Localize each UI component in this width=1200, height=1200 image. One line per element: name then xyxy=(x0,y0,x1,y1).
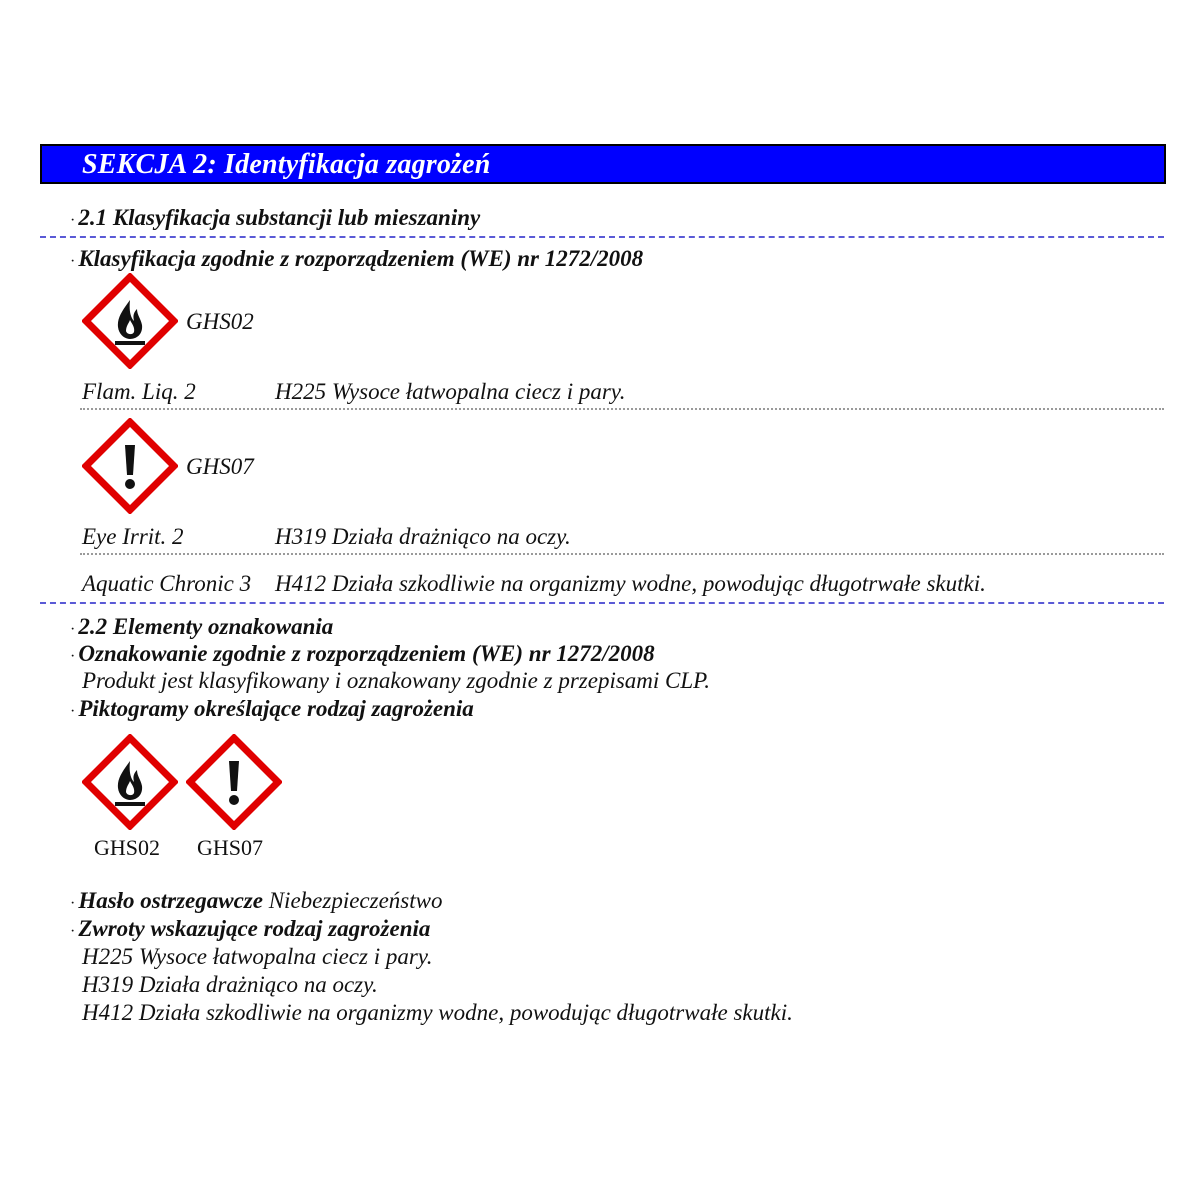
hazard-statement: H412 Działa szkodliwie na organizmy wodne, powodując długotrwałe skutki. xyxy=(275,571,986,596)
hazard-class: Aquatic Chronic 3 xyxy=(82,571,252,596)
dashed-divider xyxy=(40,236,1164,238)
hazard-class: Eye Irrit. 2 xyxy=(82,524,184,549)
pictogram-caption: GHS02 xyxy=(94,835,161,860)
signal-word: Niebezpieczeństwo xyxy=(268,888,443,913)
dotted-divider xyxy=(80,553,1164,555)
signal-word-label: Hasło ostrzegawcze xyxy=(78,888,263,913)
labelling-heading: · Oznakowanie zgodnie z rozporządzeniem (WE) nr 1272/2008 xyxy=(70,641,655,666)
hazard-statement: H412 Działa szkodliwie na organizmy wodne, powodując długotrwałe skutki. xyxy=(82,1000,793,1025)
hazard-class: Flam. Liq. 2 xyxy=(82,379,196,404)
ghs02-code: GHS02 xyxy=(186,309,254,334)
pictogram-caption: GHS07 xyxy=(197,835,264,860)
exclamation-icon xyxy=(186,734,282,830)
subsection-2-2-heading: · 2.2 Elementy oznakowania xyxy=(70,614,334,639)
hazard-statement: H319 Działa drażniąco na oczy. xyxy=(82,972,378,997)
dotted-divider xyxy=(80,408,1164,410)
exclamation-icon xyxy=(82,418,178,514)
hazard-statement: H319 Działa drażniąco na oczy. xyxy=(275,524,571,549)
classification-heading: · Klasyfikacja zgodnie z rozporządzeniem (WE) nr 1272/2008 xyxy=(70,246,644,271)
pictograms-heading: · Piktogramy określające rodzaj zagrożenia xyxy=(70,696,474,721)
section-title: SEKCJA 2: Identyfikacja zagrożeń xyxy=(82,149,491,180)
dashed-divider xyxy=(40,602,1164,604)
hazard-statements-heading: · Zwroty wskazujące rodzaj zagrożenia xyxy=(70,916,431,941)
section-header-bar xyxy=(40,144,1166,184)
hazard-statement: H225 Wysoce łatwopalna ciecz i pary. xyxy=(275,379,626,404)
ghs07-code: GHS07 xyxy=(186,454,254,479)
flame-icon xyxy=(82,273,178,369)
hazard-statement: H225 Wysoce łatwopalna ciecz i pary. xyxy=(82,944,433,969)
flame-icon xyxy=(82,734,178,830)
subsection-2-1-heading: · 2.1 Klasyfikacja substancji lub mieszaniny xyxy=(70,205,481,230)
labelling-text: Produkt jest klasyfikowany i oznakowany zgodnie z przepisami CLP. xyxy=(82,668,710,693)
signal-word-row: · Hasło ostrzegawcze Niebezpieczeństwo xyxy=(70,888,443,913)
